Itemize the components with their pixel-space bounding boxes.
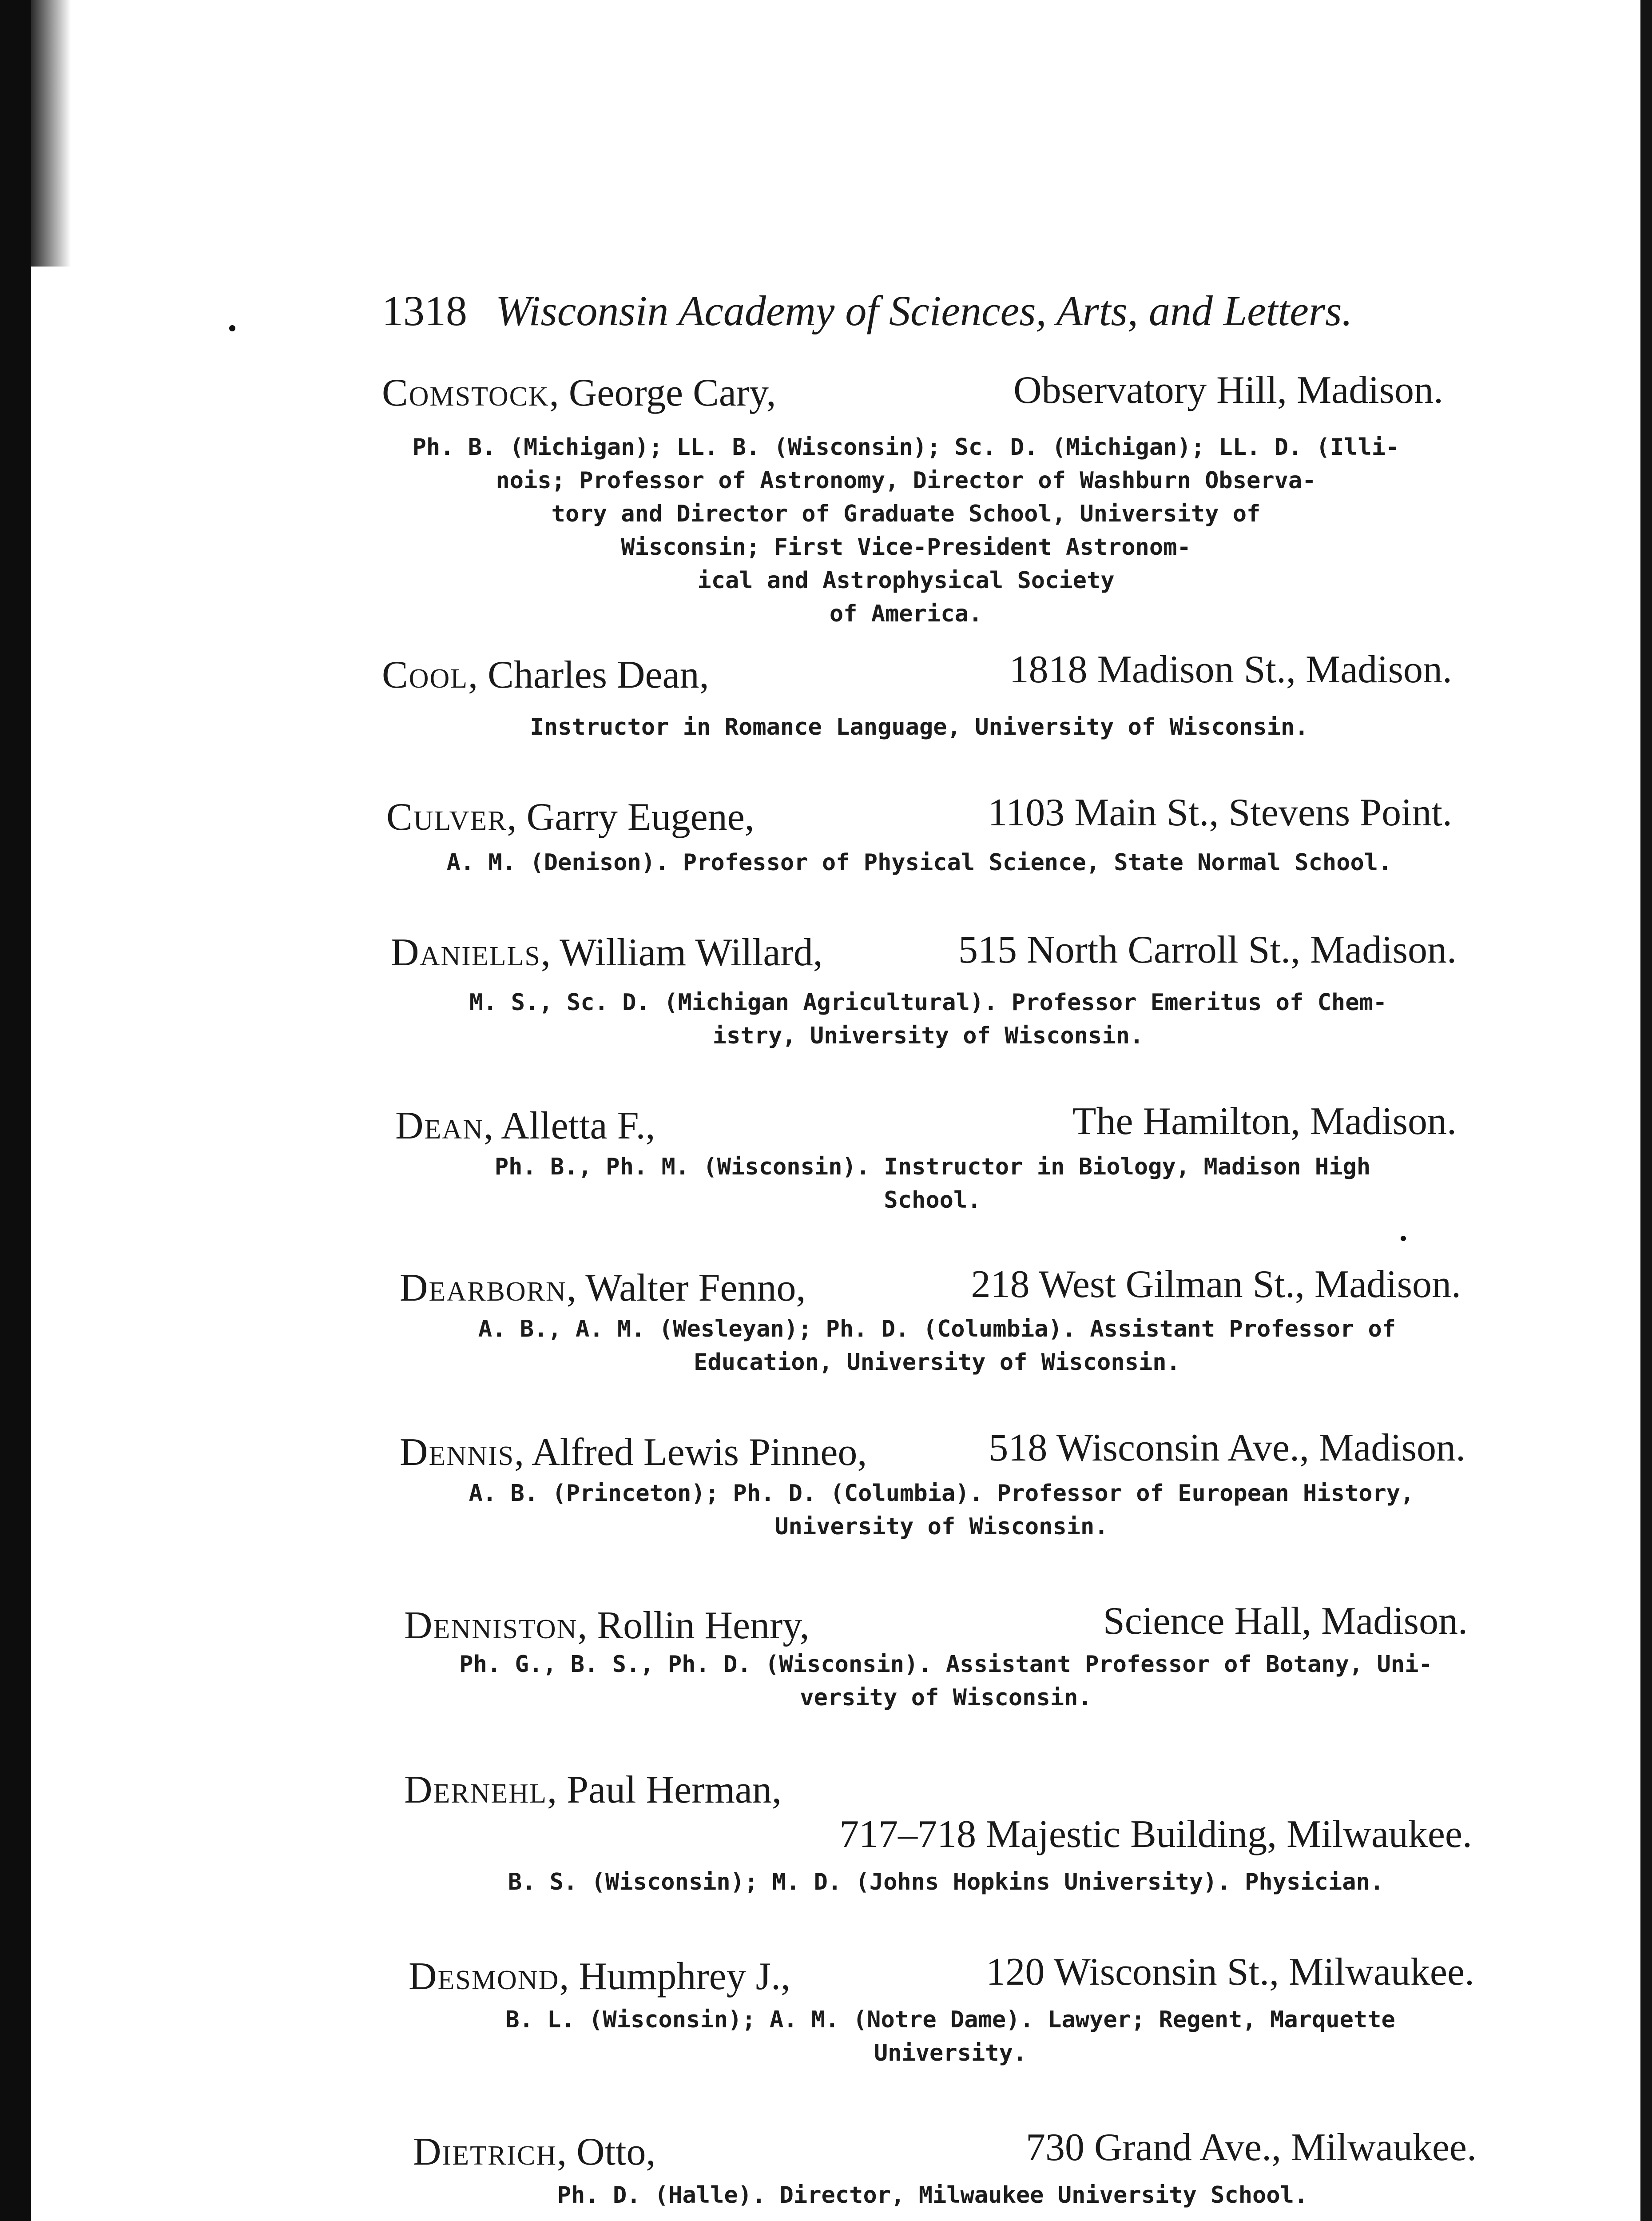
credential-line: tory and Director of Graduate School, University of	[551, 501, 1261, 527]
credential-line: Ph. D. (Halle). Director, Milwaukee University School.	[557, 2182, 1308, 2209]
credential-line: Wisconsin; First Vice-President Astronom-	[621, 534, 1191, 561]
member-address: 518 Wisconsin Ave., Madison.	[989, 1426, 1465, 1469]
member-credentials	[395, 986, 1461, 1053]
credential-line: ical and Astrophysical Society	[697, 567, 1115, 594]
member-surname: Desmond	[409, 1955, 560, 1998]
member-given-names: , Rollin Henry,	[577, 1604, 810, 1647]
credential-line: B. L. (Wisconsin); A. M. (Notre Dame). Lawyer; Regent, Marquette	[505, 2006, 1395, 2033]
credential-line: istry, University of Wisconsin.	[712, 1023, 1144, 1049]
member-name	[382, 651, 709, 700]
member-credentials	[404, 1313, 1470, 1379]
member-credentials	[422, 2179, 1443, 2212]
member-given-names: , Alfred Lewis Pinneo,	[514, 1431, 867, 1474]
member-surname: Daniells	[391, 931, 541, 974]
member-address: 1103 Main St., Stevens Point.	[988, 791, 1452, 834]
member-name	[382, 369, 776, 418]
credential-line: A. B. (Princeton); Ph. D. (Columbia). Professor of European History,	[469, 1480, 1414, 1507]
member-name	[409, 1952, 790, 2001]
member-given-names: , Otto,	[557, 2130, 656, 2173]
member-given-names: , Alletta F.,	[483, 1104, 655, 1147]
credential-line: of America.	[829, 601, 983, 627]
credential-line: Instructor in Romance Language, University of Wisconsin.	[530, 714, 1309, 740]
member-surname: Culver	[386, 796, 507, 839]
member-credentials	[413, 1648, 1479, 1715]
member-name	[400, 1428, 867, 1477]
member-surname: Dennis	[400, 1431, 515, 1474]
credential-line: University.	[874, 2040, 1027, 2066]
member-name	[413, 2128, 656, 2177]
member-given-names: , William Willard,	[540, 931, 823, 974]
member-surname: Dearborn	[400, 1266, 567, 1310]
member-surname: Cool	[382, 653, 469, 697]
page-number: 1318	[382, 287, 467, 334]
credential-line: University of Wisconsin.	[774, 1513, 1108, 1540]
member-surname: Dean	[395, 1104, 484, 1147]
member-address: 515 North Carroll St., Madison.	[958, 928, 1457, 971]
member-name	[395, 1102, 655, 1150]
member-name	[391, 928, 823, 977]
journal-title: Wisconsin Academy of Sciences, Arts, and Letters.	[496, 287, 1353, 334]
member-given-names: , Walter Fenno,	[566, 1266, 806, 1310]
member-address: 717–718 Majestic Building, Milwaukee.	[839, 1813, 1472, 1856]
member-address: 730 Grand Ave., Milwaukee.	[1025, 2126, 1477, 2169]
credential-line: A. B., A. M. (Wesleyan); Ph. D. (Columbia). Assistant Professor of	[478, 1316, 1396, 1342]
credential-line: Ph. G., B. S., Ph. D. (Wisconsin). Assistant Professor of Botany, Uni-	[459, 1651, 1433, 1678]
member-name	[400, 1264, 806, 1313]
member-address: Science Hall, Madison.	[1103, 1600, 1468, 1643]
running-head	[382, 284, 1581, 338]
member-address: 120 Wisconsin St., Milwaukee.	[986, 1950, 1474, 1994]
member-credentials	[386, 846, 1452, 880]
member-given-names: , Charles Dean,	[468, 653, 709, 697]
member-address: 1818 Madison St., Madison.	[1009, 648, 1452, 691]
member-address: Observatory Hill, Madison.	[1013, 369, 1443, 412]
member-address: 218 West Gilman St., Madison.	[971, 1263, 1461, 1306]
member-given-names: , Garry Eugene,	[507, 796, 755, 839]
credential-line: versity of Wisconsin.	[800, 1684, 1092, 1711]
member-surname: Denniston	[404, 1604, 578, 1647]
member-credentials	[373, 431, 1439, 631]
credential-line: Education, University of Wisconsin.	[694, 1349, 1180, 1376]
credential-line: A. M. (Denison). Professor of Physical Science, State Normal School.	[446, 849, 1392, 876]
member-given-names: , Paul Herman,	[547, 1768, 782, 1811]
member-credentials	[400, 1150, 1465, 1217]
member-given-names: , George Cary,	[549, 371, 776, 414]
member-credentials	[409, 1477, 1474, 1544]
member-surname: Dietrich	[413, 2130, 557, 2173]
member-credentials	[386, 711, 1452, 744]
member-credentials	[417, 2003, 1483, 2070]
member-name	[404, 1766, 782, 1815]
credential-line: Ph. B. (Michigan); LL. B. (Wisconsin); Sc. D. (Michigan); LL. D. (Illi-	[412, 434, 1400, 461]
member-name	[386, 793, 755, 842]
member-name	[404, 1601, 810, 1650]
member-surname: Dernehl	[404, 1768, 548, 1811]
credential-line: School.	[884, 1187, 981, 1214]
credential-line: nois; Professor of Astronomy, Director of Washburn Observa-	[496, 467, 1316, 494]
credential-line: B. S. (Wisconsin); M. D. (Johns Hopkins University). Physician.	[508, 1869, 1384, 1895]
member-credentials	[413, 1866, 1479, 1899]
member-given-names: , Humphrey J.,	[559, 1955, 790, 1998]
credential-line: M. S., Sc. D. (Michigan Agricultural). Professor Emeritus of Chem-	[469, 989, 1387, 1016]
member-address: The Hamilton, Madison.	[1072, 1100, 1457, 1143]
member-surname: Comstock	[382, 371, 549, 414]
credential-line: Ph. B., Ph. M. (Wisconsin). Instructor in Biology, Madison High	[494, 1154, 1371, 1180]
